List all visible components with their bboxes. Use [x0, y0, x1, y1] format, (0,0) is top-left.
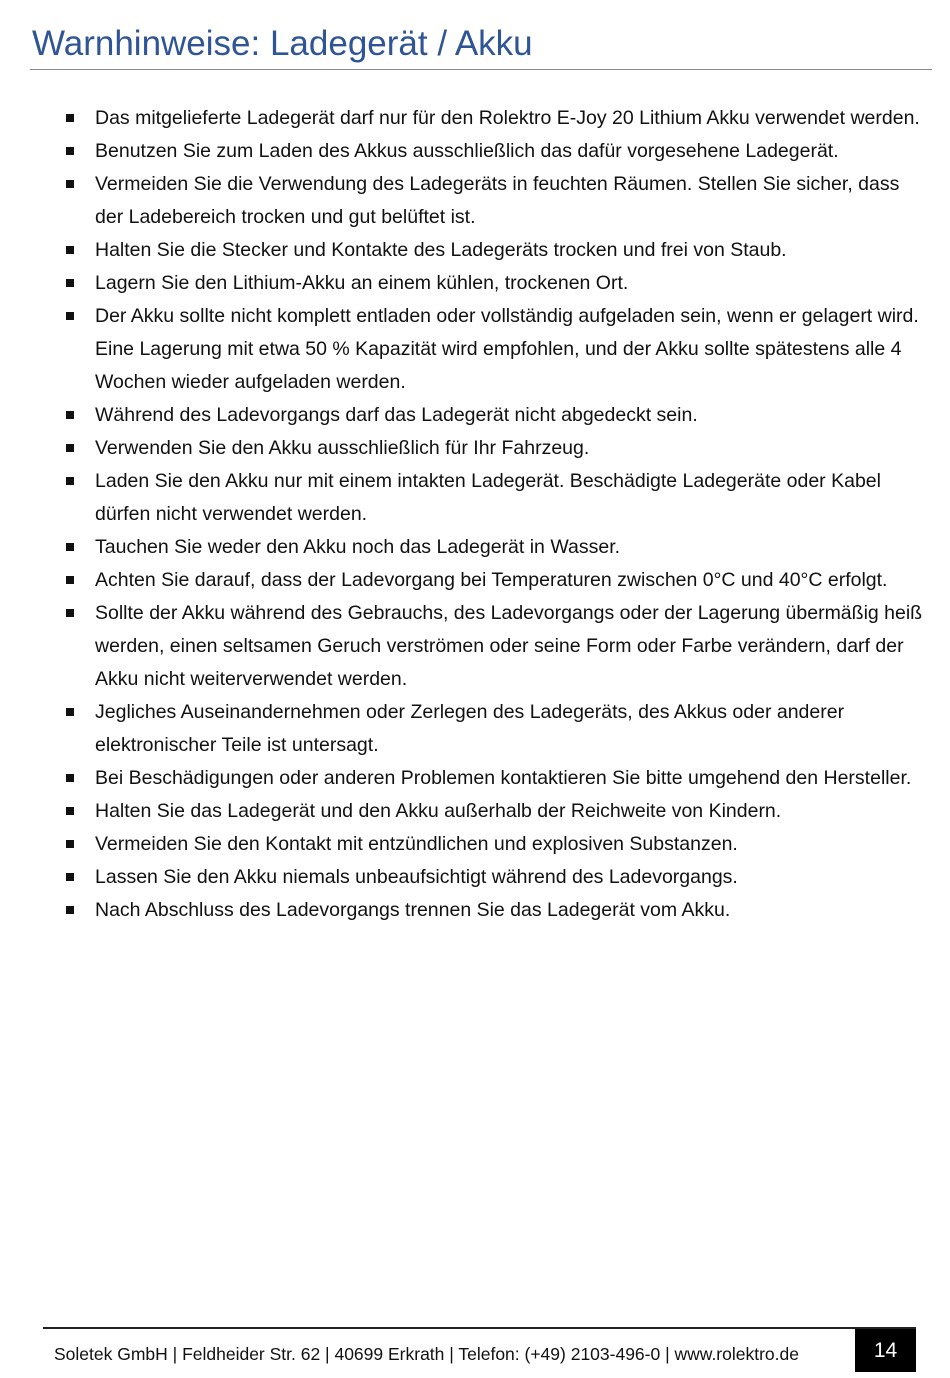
list-item-text: Halten Sie das Ladegerät und den Akku außerhalb der Reichweite von Kindern.: [95, 800, 782, 822]
square-bullet-icon: [66, 411, 74, 419]
footer-divider: [43, 1327, 916, 1329]
square-bullet-icon: [66, 543, 74, 551]
list-item: [64, 465, 930, 531]
list-item-text: Bei Beschädigungen oder anderen Problemen kontaktieren Sie bitte umgehend den Hersteller.: [95, 767, 912, 789]
warning-list: [64, 102, 930, 927]
title-divider: [30, 69, 932, 70]
list-item: [64, 762, 930, 795]
list-item: [64, 828, 930, 861]
list-item-text: Nach Abschluss des Ladevorgangs trennen Sie das Ladegerät vom Akku.: [95, 899, 731, 921]
list-item-text: Laden Sie den Akku nur mit einem intakten Ladegerät. Beschädigte Ladegeräte oder Kabel dürfen nicht verwendet werden.: [95, 470, 881, 525]
square-bullet-icon: [66, 873, 74, 881]
square-bullet-icon: [66, 147, 74, 155]
list-item: [64, 894, 930, 927]
list-item-text: Das mitgelieferte Ladegerät darf nur für den Rolektro E-Joy 20 Lithium Akku verwendet werden.: [95, 107, 920, 129]
footer-contact: Soletek GmbH | Feldheider Str. 62 | 40699 Erkrath | Telefon: (+49) 2103-496-0 | www.rolektro.de: [54, 1344, 799, 1364]
page-title: Warnhinweise: Ladegerät / Akku: [32, 24, 533, 63]
list-item-text: Achten Sie darauf, dass der Ladevorgang bei Temperaturen zwischen 0°C und 40°C erfolgt.: [95, 569, 888, 591]
list-item: [64, 696, 930, 762]
list-item: [64, 399, 930, 432]
square-bullet-icon: [66, 609, 74, 617]
list-item-text: Verwenden Sie den Akku ausschließlich für Ihr Fahrzeug.: [95, 437, 590, 459]
square-bullet-icon: [66, 708, 74, 716]
list-item: [64, 102, 930, 135]
square-bullet-icon: [66, 840, 74, 848]
square-bullet-icon: [66, 180, 74, 188]
square-bullet-icon: [66, 774, 74, 782]
square-bullet-icon: [66, 279, 74, 287]
square-bullet-icon: [66, 807, 74, 815]
list-item-text: Tauchen Sie weder den Akku noch das Ladegerät in Wasser.: [95, 536, 621, 558]
list-item-text: Sollte der Akku während des Gebrauchs, des Ladevorgangs oder der Lagerung übermäßig heiß werden, einen seltsamen Geruch verströmen oder seine Form oder Farbe verändern, darf der Akku nicht weiterverwendet werden.: [95, 602, 923, 690]
square-bullet-icon: [66, 477, 74, 485]
list-item-text: Halten Sie die Stecker und Kontakte des Ladegeräts trocken und frei von Staub.: [95, 239, 787, 261]
list-item: [64, 168, 930, 234]
list-item: [64, 597, 930, 696]
list-item-text: Jegliches Auseinandernehmen oder Zerlegen des Ladegeräts, des Akkus oder anderer elektronischer Teile ist untersagt.: [95, 701, 845, 756]
page-number: 14: [855, 1329, 916, 1372]
square-bullet-icon: [66, 576, 74, 584]
list-item: [64, 300, 930, 399]
square-bullet-icon: [66, 906, 74, 914]
list-item-text: Lassen Sie den Akku niemals unbeaufsichtigt während des Ladevorgangs.: [95, 866, 738, 888]
list-item: [64, 267, 930, 300]
list-item: [64, 432, 930, 465]
square-bullet-icon: [66, 246, 74, 254]
list-item-text: Während des Ladevorgangs darf das Ladegerät nicht abgedeckt sein.: [95, 404, 698, 426]
square-bullet-icon: [66, 312, 74, 320]
list-item-text: Lagern Sie den Lithium-Akku an einem kühlen, trockenen Ort.: [95, 272, 629, 294]
list-item: [64, 795, 930, 828]
list-item: [64, 861, 930, 894]
list-item-text: Der Akku sollte nicht komplett entladen oder vollständig aufgeladen sein, wenn er gelagert wird. Eine Lagerung mit etwa 50 % Kapazität wird empfohlen, und der Akku sollte spätestens alle 4 Wochen wieder aufgeladen werden.: [95, 305, 919, 393]
list-item: [64, 135, 930, 168]
square-bullet-icon: [66, 444, 74, 452]
list-item: [64, 564, 930, 597]
list-item: [64, 234, 930, 267]
square-bullet-icon: [66, 114, 74, 122]
list-item-text: Vermeiden Sie die Verwendung des Ladegeräts in feuchten Räumen. Stellen Sie sicher, dass der Ladebereich trocken und gut belüftet ist.: [95, 173, 900, 228]
list-item-text: Benutzen Sie zum Laden des Akkus ausschließlich das dafür vorgesehene Ladegerät.: [95, 140, 839, 162]
list-item-text: Vermeiden Sie den Kontakt mit entzündlichen und explosiven Substanzen.: [95, 833, 738, 855]
list-item: [64, 531, 930, 564]
